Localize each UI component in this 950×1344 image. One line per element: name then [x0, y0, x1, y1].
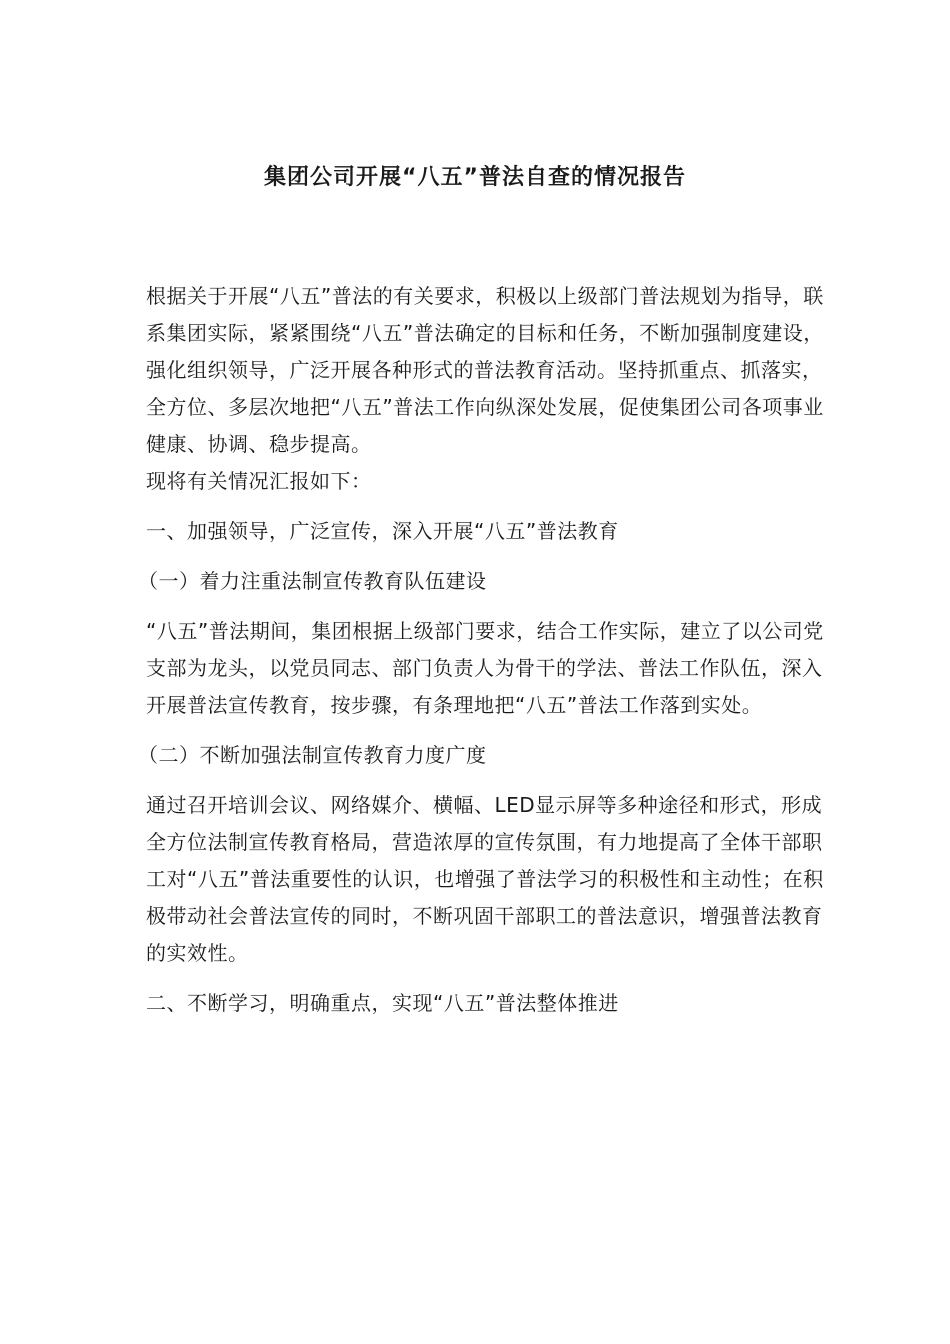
document-body — [138, 278, 826, 1035]
subsection-2-paragraph: 通过召开培训会议、网络媒介、横幅、LED显示屏等多种途径和形式，形成全方位法制宣传教育格局，营造浓厚的宣传氛围，有力地提高了全体干部职工对“八五”普法重要性的认识，也增强了普法学习的积极性和主动性；在积极带动社会普法宣传的同时，不断巩固干部职工的普法意识，增强普法教育的实效性。 — [146, 793, 824, 965]
section-2-heading: 二、不断学习，明确重点，实现“八五”普法整体推进 — [146, 991, 619, 1015]
section-1-heading: 一、加强领导，广泛宣传，深入开展“八五”普法教育 — [146, 519, 619, 543]
intro-paragraph: 根据关于开展“八五”普法的有关要求，积极以上级部门普法规划为指导，联系集团实际，紧紧围绕“八五”普法确定的目标和任务，不断加强制度建设，强化组织领导，广泛开展各种形式的普法教育活动。坚持抓重点、抓落实，全方位、多层次地把“八五”普法工作向纵深处发展，促使集团公司各项事业健康、协调、稳步提高。 — [146, 284, 824, 456]
intro-closing: 现将有关情况汇报如下： — [146, 469, 372, 493]
subsection-1-heading: （一）着力注重法制宣传教育队伍建设 — [138, 569, 487, 593]
subsection-2-heading: （二）不断加强法制宣传教育力度广度 — [138, 743, 487, 767]
subsection-1-paragraph: “八五”普法期间，集团根据上级部门要求，结合工作实际，建立了以公司党支部为龙头，以党员同志、部门负责人为骨干的学法、普法工作队伍，深入开展普法宣传教育，按步骤，有条理地把“八五”普法工作落到实处。 — [146, 619, 824, 717]
document-title: 集团公司开展“八五”普法自查的情况报告 — [264, 165, 686, 190]
